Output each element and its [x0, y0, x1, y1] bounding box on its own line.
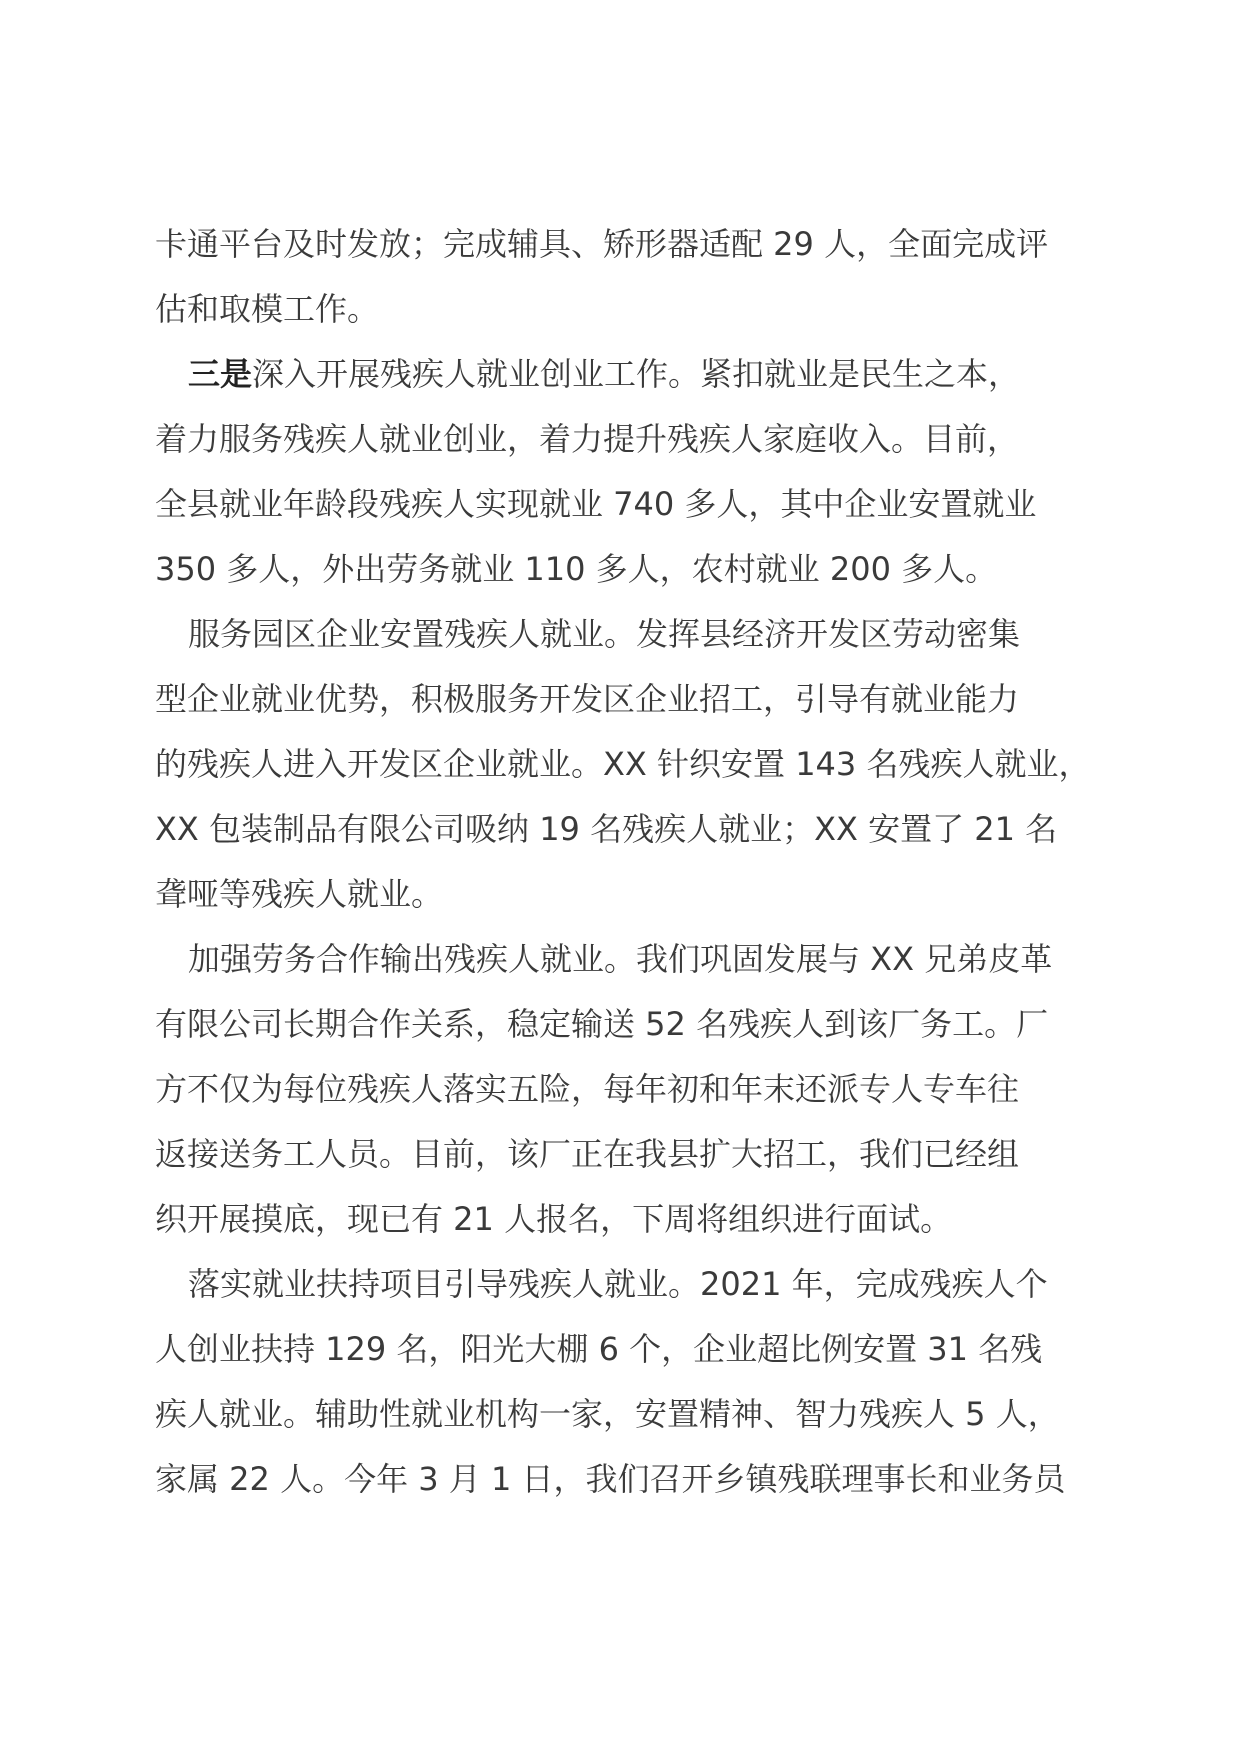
lead-bold-text: 三是 [188, 355, 253, 393]
text-line: 返接送务工人员。目前，该厂正在我县扩大招工，我们已经组 [155, 1135, 1020, 1173]
text-line: 的残疾人进入开发区企业就业。XX 针织安置 143 名残疾人就业， [155, 745, 1091, 783]
text-line: XX 包装制品有限公司吸纳 19 名残疾人就业；XX 安置了 21 名 [155, 810, 1058, 848]
text-run: 深入开展残疾人就业创业工作。紧扣就业是民生之本， [252, 355, 1021, 393]
document-body [155, 212, 1115, 1512]
text-line: 织开展摸底，现已有 21 人报名，下周将组织进行面试。 [155, 1200, 953, 1238]
text-line: 人创业扶持 129 名，阳光大棚 6 个，企业超比例安置 31 名残 [155, 1330, 1043, 1368]
text-line: 家属 22 人。今年 3 月 1 日，我们召开乡镇残联理事长和业务员 [155, 1460, 1066, 1498]
text-line: 聋哑等残疾人就业。 [155, 875, 444, 913]
paragraph-first-line: 加强劳务合作输出残疾人就业。我们巩固发展与 XX 兄弟皮革 [188, 940, 1053, 978]
text-line: 有限公司长期合作关系，稳定输送 52 名残疾人到该厂务工。厂 [155, 1005, 1049, 1043]
text-line: 型企业就业优势，积极服务开发区企业招工，引导有就业能力 [155, 680, 1020, 718]
text-line: 估和取模工作。 [155, 290, 380, 328]
paragraph-first-line [155, 342, 1115, 407]
text-line: 卡通平台及时发放；完成辅具、矫形器适配 29 人，全面完成评 [155, 225, 1049, 263]
text-line: 350 多人，外出劳务就业 110 多人，农村就业 200 多人。 [155, 550, 998, 588]
text-line: 着力服务残疾人就业创业，着力提升残疾人家庭收入。目前， [155, 420, 1020, 458]
text-line: 全县就业年龄段残疾人实现就业 740 多人，其中企业安置就业 [155, 485, 1037, 523]
paragraph-first-line: 服务园区企业安置残疾人就业。发挥县经济开发区劳动密集 [188, 615, 1021, 653]
paragraph-first-line: 落实就业扶持项目引导残疾人就业。2021 年，完成残疾人个 [188, 1265, 1048, 1303]
text-line: 疾人就业。辅助性就业机构一家，安置精神、智力残疾人 5 人， [155, 1395, 1060, 1433]
text-line: 方不仅为每位残疾人落实五险，每年初和年末还派专人专车往 [155, 1070, 1020, 1108]
